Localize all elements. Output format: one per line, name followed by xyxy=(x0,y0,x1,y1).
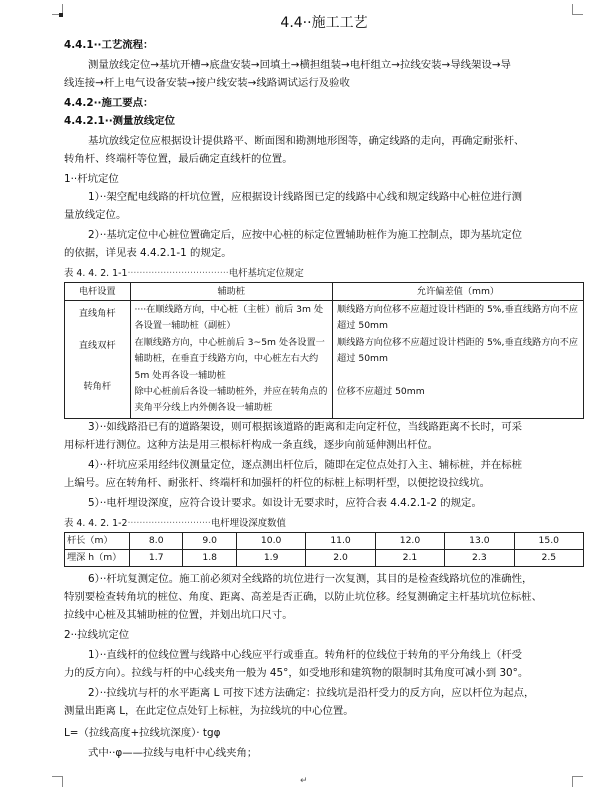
table-cell xyxy=(65,301,131,419)
paragraph-line: 4）··杆坑应采用经纬仪测量定位，逐点测出杆位后，随即在定位点处打入主、辅标桩，并在标桩 xyxy=(88,459,523,471)
pole-length-cell: 10.0 xyxy=(236,533,305,550)
table-header: 电杆设置 xyxy=(65,283,131,301)
paragraph-line: 用标杆进行测位。这种方法是用三根标杆构成一条直线，逐步向前延伸测出杆位。 xyxy=(64,439,439,451)
deviation-text: 位移不应超过 50mm xyxy=(337,385,425,397)
pole-length-cell: 8.0 xyxy=(130,533,183,550)
paragraph-line: 测量放线定位→基坑开槽→底盘安装→回填土→横担组装→电杆组立→拉线安装→导线架设→导 xyxy=(88,59,511,71)
row-label: 杆长（m） xyxy=(65,533,130,550)
pole-type: 直线角杆 xyxy=(78,308,116,319)
pole-length-cell: 12.0 xyxy=(375,533,444,550)
caption-leader: ···························· xyxy=(127,518,211,529)
paragraph-line: 拉线中心桩及其辅助桩的位置，并划出坑口尺寸。 xyxy=(64,609,293,621)
table-cell xyxy=(130,301,333,419)
paragraph-line: 力的反方向）。拉线与杆的中心线夹角一般为 45°，如受地形和建筑物的限制时其角度可减小到 30°。 xyxy=(64,667,529,679)
formula: L=（拉线高度+拉线坑深度）· tgφ xyxy=(64,727,221,739)
aux-pile-text: 在顺线路方向，中心桩前后 3~5m 处各设置一辅助桩，在垂直于线路方向，中心桩左右大约 5m 处再各设一辅助桩 xyxy=(134,336,325,381)
burial-depth-cell: 2.1 xyxy=(375,550,444,567)
burial-depth-cell: 2.5 xyxy=(514,550,583,567)
paragraph-line: 3）··如线路沿已有的道路架设，则可根据该道路的距离和走向定杆位，当线路距离不长时，可采 xyxy=(88,421,523,433)
paragraph-line: 转角杆、终端杆等位置，最后确定直线杆的位置。 xyxy=(64,153,293,165)
page-corner-mark xyxy=(52,776,63,787)
table-row xyxy=(65,550,584,567)
aux-pile-text: ····在顺线路方向，中心桩（主桩）前后 3m 处各设置一辅助桩（副桩） xyxy=(134,304,324,332)
paragraph-line: 6）··杆坑复测定位。施工前必须对全线路的坑位进行一次复测，其目的是检查线路坑位的准确性， xyxy=(88,573,533,585)
paragraph-line: 2）··拉线坑与杆的水平距离 L 可按下述方法确定：拉线坑是沿杆受力的反方向，应以杆位为起点， xyxy=(88,687,535,699)
pole-length-cell: 9.0 xyxy=(183,533,236,550)
pole-type: 转角杆 xyxy=(83,380,112,392)
list-item-heading: 2··拉线坑定位 xyxy=(64,629,130,641)
aux-pile-text: 除中心桩前后各设一辅助桩外，并应在转角点的夹角平分线上内外侧各设一辅助桩 xyxy=(134,386,328,414)
pole-type: 直线双杆 xyxy=(78,340,116,352)
caption-number: 表 4. 4. 2. 1-1 xyxy=(64,268,128,279)
bullet-icon xyxy=(59,13,63,17)
paragraph-line: 基坑放线定位应根据设计提供路平、断面图和勘测地形图等，确定线路的走向，再确定耐张杆、 xyxy=(88,135,525,147)
burial-depth-cell: 1.9 xyxy=(236,550,305,567)
paragraph-line: 特别要检查转角坑的桩位、角度、距离、高差是否正确，以防止坑位移。经复测确定主杆基坑坑位标桩、 xyxy=(64,591,542,603)
table-header: 允许偏差值（mm） xyxy=(333,283,584,301)
burial-depth-cell: 1.8 xyxy=(183,550,236,567)
paragraph-line: 的依据，详见表 4.4.2.1-1 的规定。 xyxy=(64,247,232,259)
pole-pit-table xyxy=(64,282,584,419)
paragraph-line: 5）··电杆埋设深度，应符合设计要求。如设计无要求时，应符合表 4.4.2.1-2 的规定。 xyxy=(88,497,482,509)
caption-title: 电杆基坑定位规定 xyxy=(228,268,304,279)
burial-depth-cell: 2.3 xyxy=(445,550,514,567)
paragraph-line: 1）··直线杆的位线位置与线路中心线应平行或垂直。转角杆的位线位于转角的平分角线上（杆受 xyxy=(88,649,523,661)
deviation-text: 顺线路方向位移不应超过设计档距的 5%,垂直线路方向不应超过 50mm xyxy=(337,304,578,332)
paragraph-mark-icon: ↵ xyxy=(300,776,308,786)
pole-length-cell: 13.0 xyxy=(445,533,514,550)
formula-note: 式中··φ——拉线与电杆中心线夹角； xyxy=(88,747,258,759)
page-corner-mark xyxy=(572,776,583,787)
paragraph-line: 测量出距离 L，在此定位点处钉上标桩，为拉线坑的中心位置。 xyxy=(64,705,354,717)
table-caption xyxy=(64,266,584,281)
paragraph-line: 1）··架空配电线路的杆坑位置，应根据设计线路图已定的线路中心线和规定线路中心桩位进行测 xyxy=(88,191,523,203)
burial-depth-cell: 1.7 xyxy=(130,550,183,567)
caption-title: 电杆埋设深度数值 xyxy=(210,518,286,529)
section-heading: 4.4.2··施工要点： xyxy=(64,97,154,109)
deviation-text: 顺线路方向位移不应超过设计档距的 5%,垂直线路方向不应超过 50mm xyxy=(337,336,578,365)
paragraph-line: 线连接→杆上电气设备安装→接户线安装→线路调试运行及验收 xyxy=(64,77,350,89)
table-row xyxy=(65,533,584,550)
caption-number: 表 4. 4. 2. 1-2 xyxy=(64,518,128,529)
section-heading: 4.4.1··工艺流程： xyxy=(64,39,154,51)
pole-length-cell: 11.0 xyxy=(306,533,375,550)
paragraph-line: 量放线定位。 xyxy=(64,209,127,221)
pole-length-cell: 15.0 xyxy=(514,533,583,550)
table-header: 辅助桩 xyxy=(130,283,333,301)
table-cell xyxy=(333,301,584,419)
burial-depth-table xyxy=(64,532,584,567)
table-caption xyxy=(64,516,584,531)
paragraph-line: 上编号。应在转角杆、耐张杆、终端杆和加强杆的杆位的标桩上标明杆型，以便挖设拉线坑。 xyxy=(64,477,491,489)
subsection-heading: 4.4.2.1··测量放线定位 xyxy=(64,115,175,127)
table-row xyxy=(65,301,584,419)
list-item-heading: 1··杆坑定位 xyxy=(64,173,119,185)
caption-leader: ·································· xyxy=(127,268,229,279)
paragraph-line: 2）··基坑定位中心桩位置确定后，应按中心桩的标定位置辅助桩作为施工控制点，即为基坑定位 xyxy=(88,229,523,241)
row-label: 埋深 h（m） xyxy=(65,550,130,567)
burial-depth-cell: 2.0 xyxy=(306,550,375,567)
page-title: 4.4··施工工艺 xyxy=(280,15,368,31)
